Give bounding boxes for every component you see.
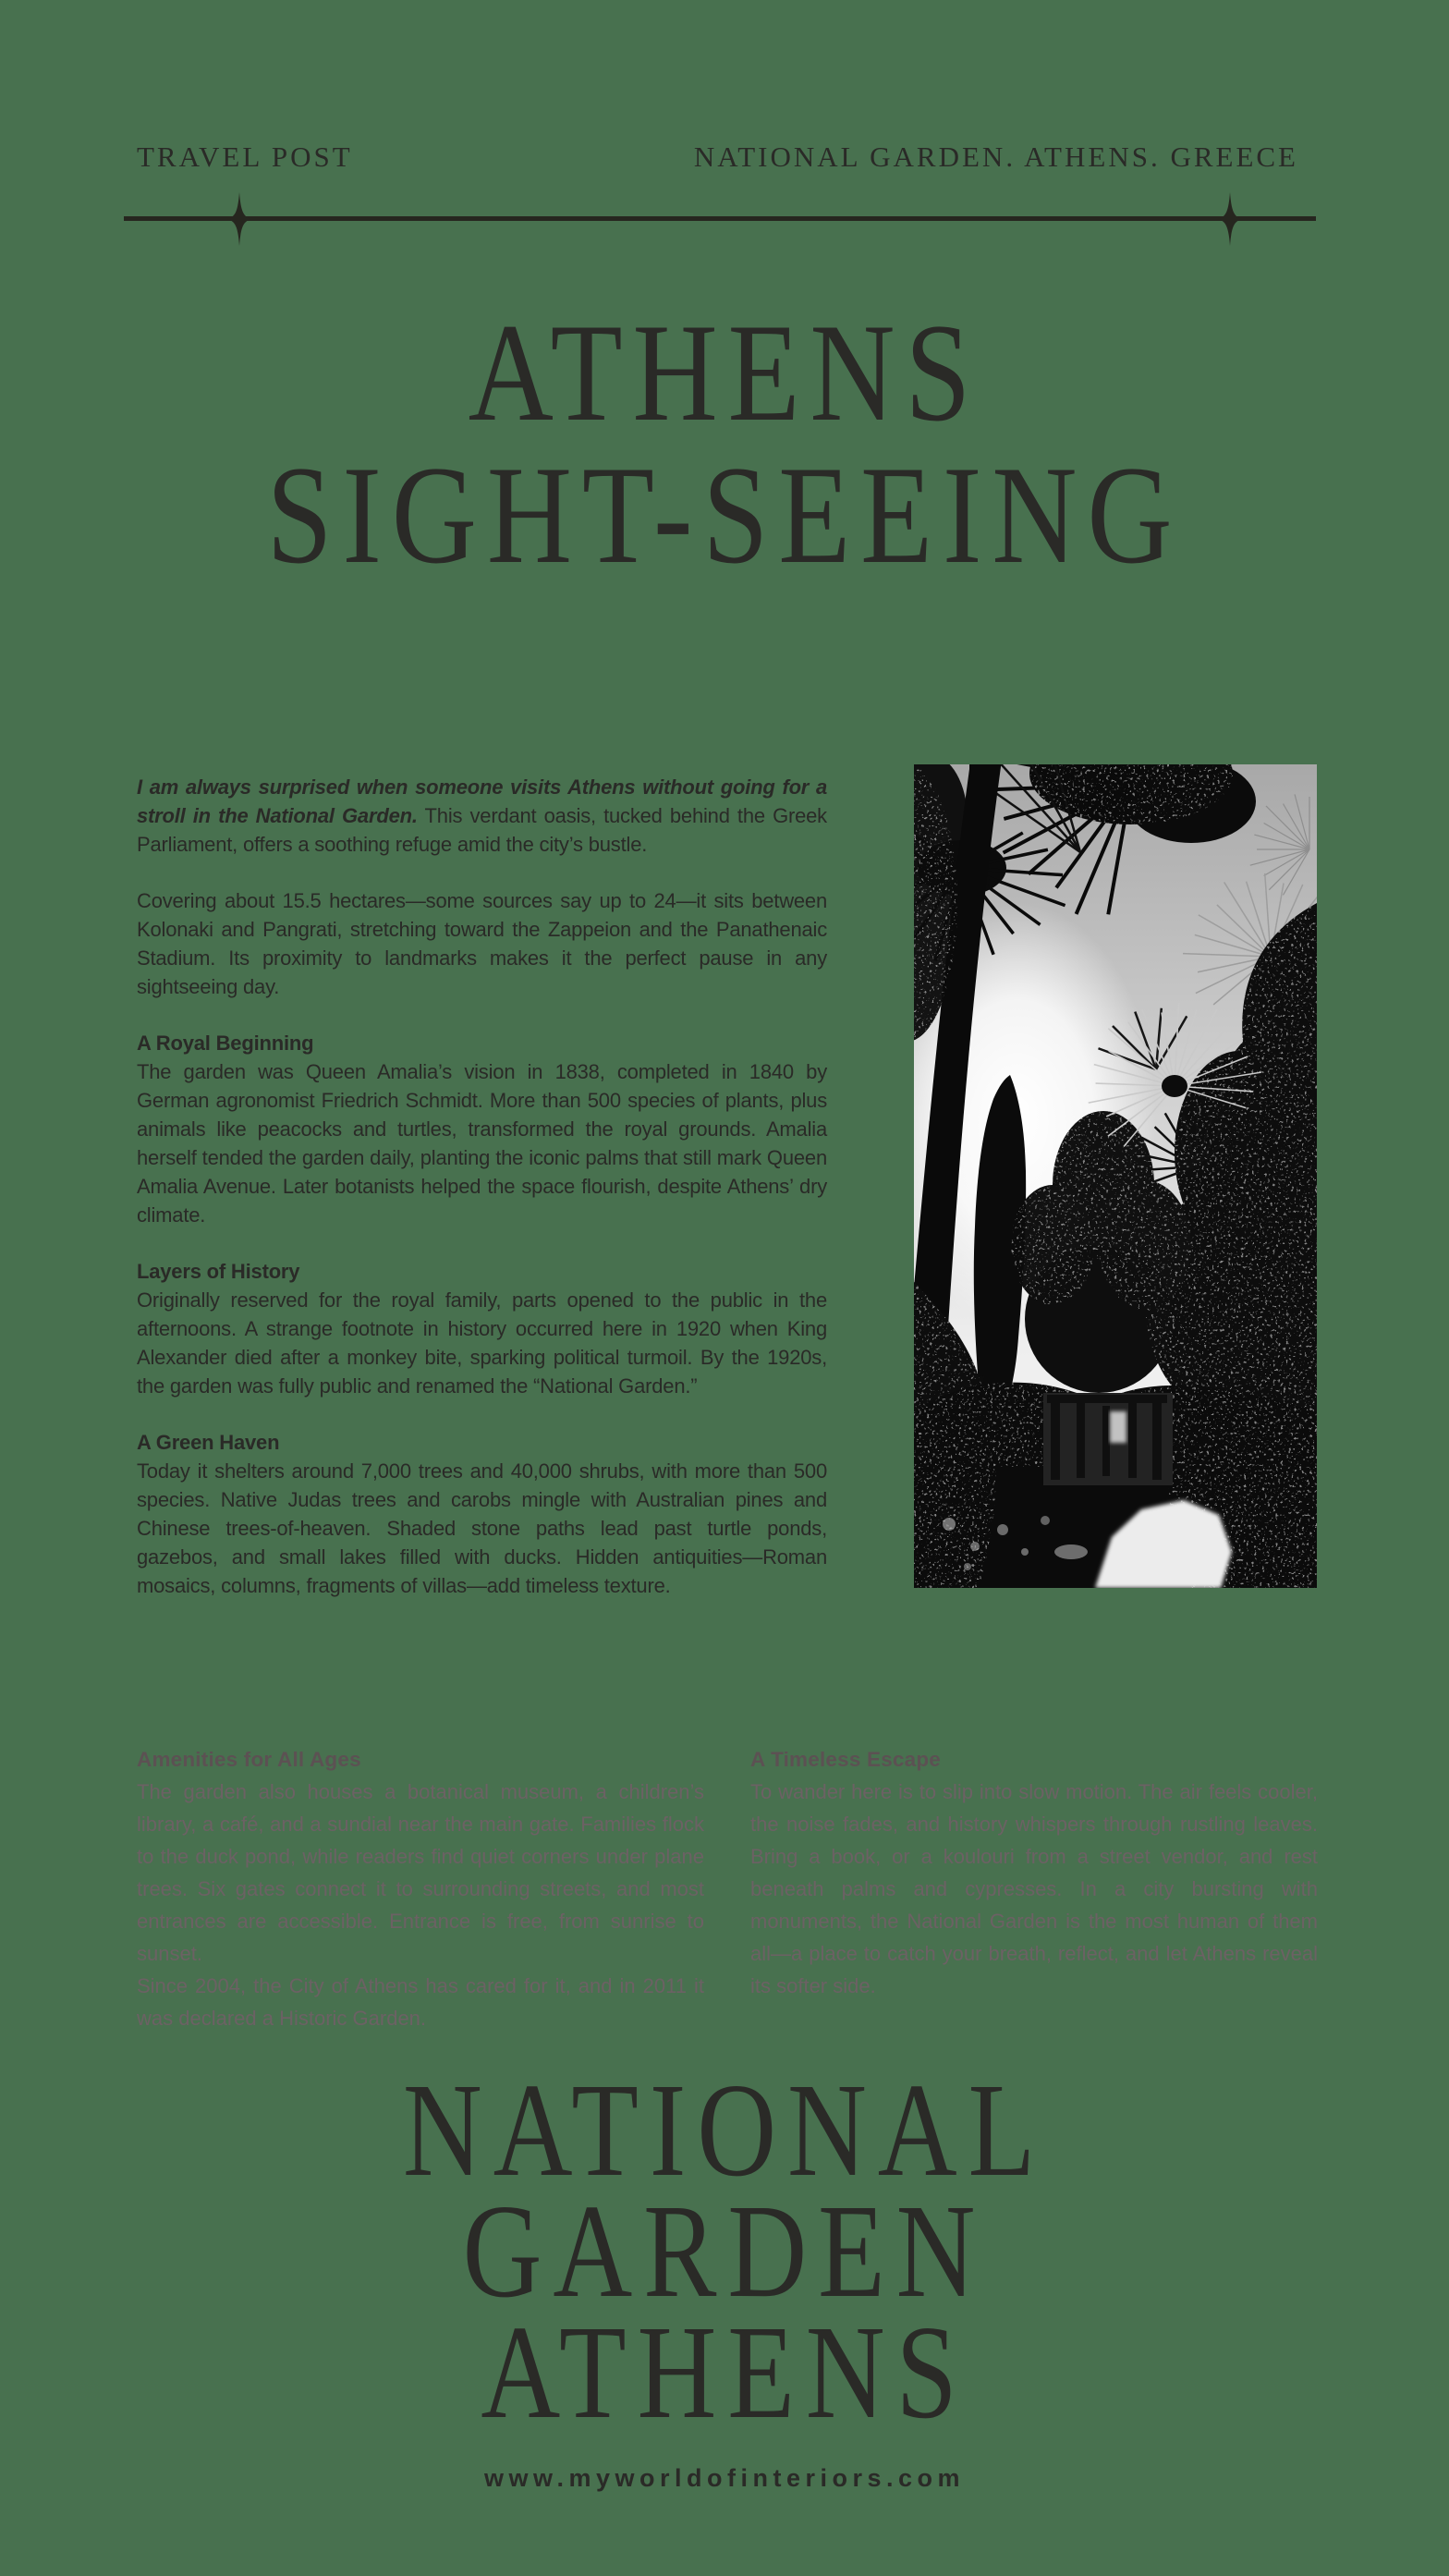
website-link[interactable]: www.myworldofinteriors.com <box>483 2464 966 2492</box>
column-amenities <box>137 1743 704 2034</box>
column-paragraph: Since 2004, the City of Athens has cared for it, and in 2011 it was declared a Historic Garden. <box>137 1974 704 2030</box>
sparkle-icon-right <box>1218 192 1242 246</box>
outro-title-line-3: ATHENS <box>481 2299 968 2447</box>
body-paragraph: Today it shelters around 7,000 trees and 40,000 shrubs, with more than 500 species. Native Judas trees and carobs mingle with Australian pines and Chinese trees-of-heaven. Shaded stone paths lead past turtle ponds, gazebos, and small lakes filled with ducks. Hidden antiquities—Roman mosaics, columns, fragments of villas—add timeless texture. <box>137 1459 827 1597</box>
section-heading-layers-of-history: Layers of History <box>137 1260 300 1283</box>
divider-rule <box>124 216 1316 221</box>
location-label: NATIONAL GARDEN. ATHENS. GREECE <box>693 140 1298 173</box>
column-heading-timeless-escape: A Timeless Escape <box>750 1748 942 1771</box>
masthead <box>137 140 1298 174</box>
intro-rest: This verdant oasis, tucked behind the Greek Parliament, offers a soothing refuge amid the city’s bustle. <box>137 804 827 856</box>
intro-paragraph <box>137 773 827 859</box>
body-paragraph: The garden was Queen Amalia’s vision in 1838, completed in 1840 by German agronomist Friedrich Schmidt. More than 500 species of plants, plus animals like peacocks and turtles, transformed the royal grounds. Amalia herself tended the garden daily, planting the iconic palms that still mark Queen Amalia Avenue. Later botanists helped the space flourish, despite Athens’ dry climate. <box>137 1060 827 1227</box>
body-paragraph: Originally reserved for the royal family, parts opened to the public in the afternoons. A strange footnote in history occurred here in 1920 when King Alexander died after a monkey bite, sparking political turmoil. By the 1920s, the garden was fully public and renamed the “National Garden.” <box>137 1288 827 1398</box>
outro-title-line-2: GARDEN <box>462 2178 987 2326</box>
outro-title <box>130 2057 1319 2447</box>
section-heading-green-haven: A Green Haven <box>137 1431 280 1454</box>
pergola <box>1043 1393 1173 1485</box>
column-heading-amenities: Amenities for All Ages <box>137 1748 361 1771</box>
page-title-line-2: SIGHT-SEEING <box>266 437 1183 592</box>
site-footer <box>0 2464 1449 2493</box>
article-body <box>137 773 827 1628</box>
column-paragraph: The garden also houses a botanical museum, a children’s library, a café, and a sundial near the main gate. Families flock to the duck pond, while readers find quiet corners under plane trees. Six gates connect it to surrounding streets, and most entrances are accessible. Entrance is free, from sunrise to sunset. <box>137 1780 704 1965</box>
page-title <box>116 295 1333 592</box>
page-title-line-1: ATHENS <box>468 295 981 450</box>
brand-label: TRAVEL POST <box>137 140 353 173</box>
lede-sentence: I am always surprised when someone visits Athens without going for a stroll in the National Garden. <box>137 775 827 827</box>
palm-trees-photo-illustration <box>914 764 1317 1588</box>
column-timeless-escape <box>750 1743 1318 2034</box>
body-paragraph: Covering about 15.5 hectares—some sources say up to 24—it sits between Kolonaki and Pangrati, stretching toward the Zappeion and the Panathenaic Stadium. Its proximity to landmarks makes it the perfect pause in any sightseeing day. <box>137 889 827 998</box>
outro-title-line-1: NATIONAL <box>402 2057 1047 2204</box>
faded-columns <box>137 1743 1318 2034</box>
sparkle-icon-left <box>227 192 251 246</box>
column-paragraph: To wander here is to slip into slow motion. The air feels cooler, the noise fades, and history whispers through rustling leaves. Bring a book, or a koulouri from a street vendor, and rest beneath palms and cypresses. In a city bursting with monuments, the National Garden is the most human of them all—a place to catch your breath, reflect, and let Athens reveal its softer side. <box>750 1780 1318 1997</box>
section-heading-royal-beginning: A Royal Beginning <box>137 1032 314 1055</box>
garden-photo <box>914 764 1317 1588</box>
